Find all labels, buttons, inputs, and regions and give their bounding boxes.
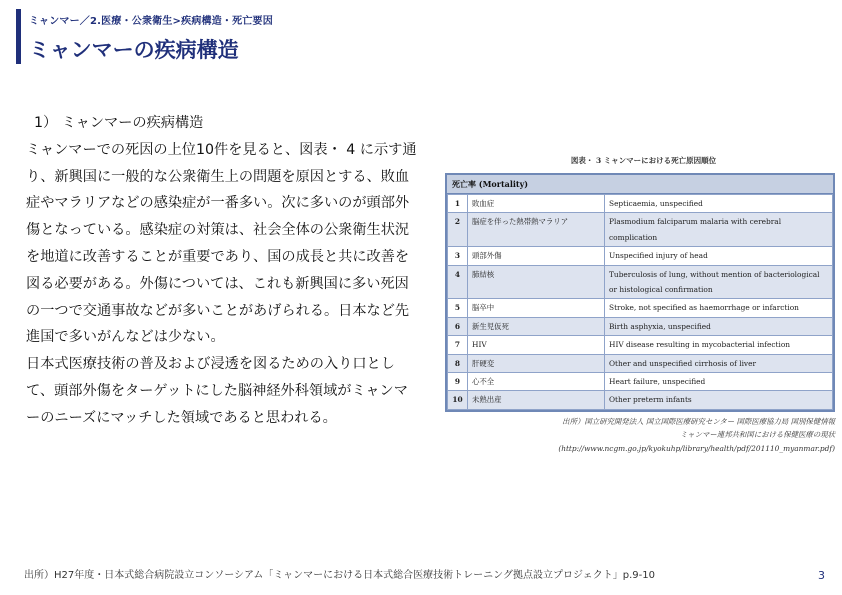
rank-cell: 6	[448, 317, 468, 335]
cause-jp-cell: 肝硬変	[468, 354, 605, 372]
figure-caption: 図表・ 3 ミャンマーにおける死亡原因順位	[570, 156, 717, 165]
rank-cell: 8	[448, 354, 468, 372]
cause-en-cell: Unspecified injury of head	[605, 247, 833, 265]
table-header: 死亡率 (Mortality)	[447, 175, 833, 194]
figure-source	[440, 415, 835, 456]
rank-cell: 1	[448, 195, 468, 213]
cause-en-cell: Stroke, not specified as haemorrhage or infarction	[605, 299, 833, 317]
figure-source-line: 出所）国立研究開発法人 国立国際医療研究センター 国際医療協力局 国別保健情報	[562, 416, 835, 426]
title-accent-bar	[16, 9, 21, 64]
cause-jp-cell: HIV	[468, 336, 605, 354]
rank-cell: 9	[448, 373, 468, 391]
mortality-table-box	[445, 173, 835, 412]
table-row	[448, 265, 833, 299]
table-row	[448, 373, 833, 391]
rank-cell: 4	[448, 265, 468, 299]
table-row	[448, 354, 833, 372]
section-heading: 1） ミャンマーの疾病構造	[34, 115, 204, 131]
rank-cell: 10	[448, 391, 468, 409]
cause-en-cell: Other preterm infants	[605, 391, 833, 409]
page-title: ミャンマーの疾病構造	[29, 38, 239, 62]
page-number: 3	[818, 569, 825, 582]
cause-en-cell: Heart failure, unspecified	[605, 373, 833, 391]
mortality-figure	[440, 155, 835, 455]
table-row	[448, 195, 833, 213]
figure-source-line: ミャンマー連邦共和国における保健医療の現状	[679, 430, 835, 440]
cause-jp-cell: 肺結核	[468, 265, 605, 299]
table-row	[448, 391, 833, 409]
footnote-source: 出所）H27年度・日本式総合病院設立コンソーシアム「ミャンマーにおける日本式総合医療技術トレーニング拠点設立プロジェクト」p.9-10	[24, 570, 655, 581]
table-row	[448, 336, 833, 354]
rank-cell: 5	[448, 299, 468, 317]
cause-en-cell: Septicaemia, unspecified	[605, 195, 833, 213]
breadcrumb: ミャンマー／2.医療・公衆衛生>疾病構造・死亡要因	[29, 16, 273, 27]
rank-cell: 2	[448, 213, 468, 247]
cause-jp-cell: 新生児仮死	[468, 317, 605, 335]
cause-en-cell: Plasmodium falciparum malaria with cerebral complication	[605, 213, 833, 247]
table-row	[448, 213, 833, 247]
table-row	[448, 247, 833, 265]
cause-jp-cell: 脳症を伴った熱帯熱マラリア	[468, 213, 605, 247]
paragraph-neurosurgery: 日本式医療技術の普及および浸透を図るための入り口として、頭部外傷をターゲットにした脳神経外科領域がミャンマーのニーズにマッチした領域であると思われる。	[26, 356, 408, 426]
rank-cell: 3	[448, 247, 468, 265]
cause-en-cell: Other and unspecified cirrhosis of liver	[605, 354, 833, 372]
table-row	[448, 299, 833, 317]
table-row	[448, 317, 833, 335]
cause-jp-cell: 頭部外傷	[468, 247, 605, 265]
cause-jp-cell: 心不全	[468, 373, 605, 391]
cause-en-cell: HIV disease resulting in mycobacterial infection	[605, 336, 833, 354]
paragraph-causes-of-death: ミャンマーでの死因の上位10件を見ると、図表・ 4 に示す通り、新興国に一般的な公衆衛生上の問題を原因とする、敗血症やマラリアなどの感染症が一番多い。次に多いのが頭部外傷となっている。感染症の対策は、社会全体の公衆衛生状況を地道に改善することが重要であり、国の成長と共に改善を図る必要がある。外傷については、これも新興国に多い死因の一つで交通事故などが多いことがあげられる。日本など先進国で多いがんなどは少ない。	[26, 141, 417, 346]
cause-jp-cell: 未熟出産	[468, 391, 605, 409]
figure-source-url: (http://www.ncgm.go.jp/kyokuhp/library/health/pdf/201110_myanmar.pdf)	[558, 443, 835, 453]
body-text	[26, 110, 418, 432]
cause-jp-cell: 脳卒中	[468, 299, 605, 317]
mortality-table	[447, 194, 833, 410]
cause-en-cell: Tuberculosis of lung, without mention of bacteriological or histological confirmation	[605, 265, 833, 299]
cause-jp-cell: 敗血症	[468, 195, 605, 213]
rank-cell: 7	[448, 336, 468, 354]
cause-en-cell: Birth asphyxia, unspecified	[605, 317, 833, 335]
